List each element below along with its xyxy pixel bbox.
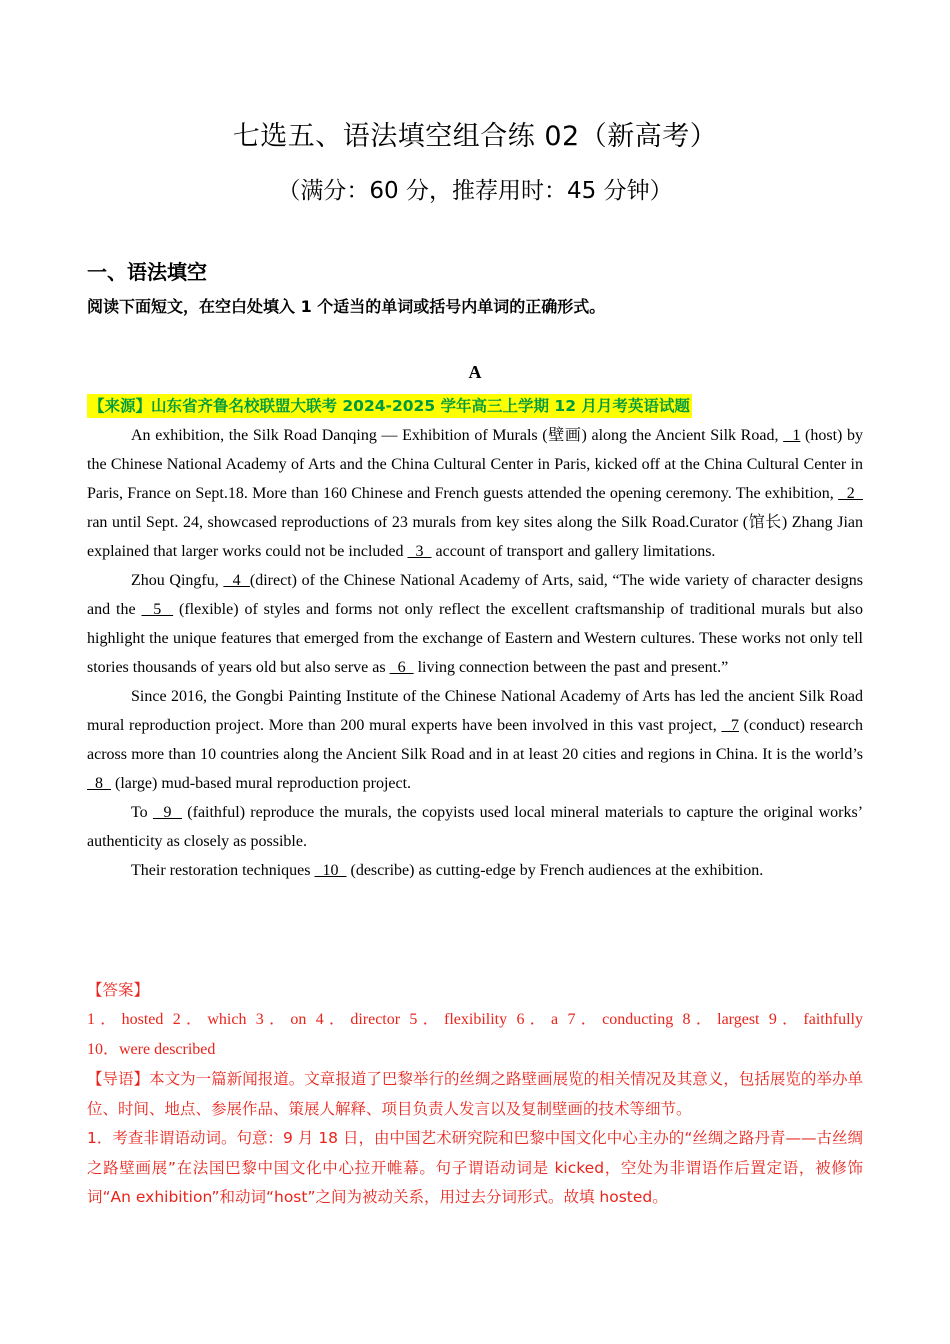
answer-block (87, 975, 863, 1213)
answer-item: 4．director (315, 1011, 401, 1028)
text-run: (large) mud-based mural reproduction project. (111, 775, 412, 792)
section-heading: 一、语法填空 (87, 260, 207, 284)
text-run: (conduct) research across more than 10 countries along the Ancient Silk Road and in at least 20 cities and regions in China. It is the world’s (87, 717, 864, 763)
answer-item-last: 10．were described (87, 1041, 216, 1058)
text-run: (flexible) of styles and forms not only reflect the excellent craftsmanship of traditional murals but also highlight the unique features that emerged from the exchange of Eastern and Western cultures. These works not only tell stories thousands of years old but also serve as (87, 601, 864, 676)
blank-6: 6 (389, 659, 414, 676)
paragraph-5 (87, 856, 863, 885)
section-instruction: 阅读下面短文，在空白处填入 1 个适当的单词或括号内单词的正确形式。 (87, 297, 606, 316)
text-run: Since 2016, the Gongbi Painting Institute of the Chinese National Academy of Arts has led the ancient Silk Road mural reproduction project. More than 200 mural experts have been involved in this vast project, (87, 688, 863, 734)
paragraph-2 (87, 566, 863, 682)
blank-8: 8 (87, 775, 111, 792)
text-run: living connection between the past and present.” (413, 659, 729, 676)
answer-item: 1．hosted (87, 1011, 164, 1028)
answer-item: 9．faithfully (768, 1011, 863, 1028)
answer-item: 8．largest (682, 1011, 760, 1028)
paragraph-1 (87, 421, 863, 566)
answer-label: 【答案】 (87, 981, 150, 999)
text-run: (host) by the Chinese National Academy of Arts and the China Cultural Center in Paris, kicked off at the China Cultural Center in Paris, France on Sept.18. More than 160 Chinese and French guests attended the opening ceremony. The exhibition, (87, 427, 863, 502)
text-run: To (131, 804, 153, 821)
text-run: Their restoration techniques (131, 862, 315, 879)
text-run: ran until Sept. 24, showcased reproductions of 23 murals from key sites along the Silk Road.Curator (馆长) Zhang Jian explained that larger works could not be included (87, 514, 863, 560)
guide-paragraph (87, 1065, 863, 1124)
text-run: Zhou Qingfu, (131, 572, 224, 589)
blank-1: 1 (783, 427, 801, 444)
answer-list (87, 1005, 863, 1035)
paragraph-4 (87, 798, 863, 856)
answer-item: 6．a (516, 1011, 559, 1028)
text-run: (direct) of the Chinese National Academy of Arts, said, “The wide variety of character designs and the (87, 572, 863, 618)
passage-label: A (468, 362, 482, 382)
blank-5: 5 (141, 601, 174, 618)
answer-item: 7．conducting (567, 1011, 674, 1028)
guide-label: 【导语】 (87, 1070, 150, 1088)
blank-7: 7 (721, 717, 739, 734)
guide-text: 本文为一篇新闻报道。文章报道了巴黎举行的丝绸之路壁画展览的相关情况及其意义，包括展览的举办单位、时间、地点、参展作品、策展人解释、项目负责人发言以及复制壁画的技术等细节。 (87, 1070, 863, 1118)
text-run: account of transport and gallery limitations. (431, 543, 716, 560)
page-title: 七选五、语法填空组合练 02（新高考） (232, 121, 718, 152)
text-run: An exhibition, the Silk Road Danqing — Exhibition of Murals (壁画) along the Ancient Silk Road, (131, 427, 784, 444)
blank-2: 2 (838, 485, 863, 502)
explanation-1: 1．考查非谓语动词。句意：9 月 18 日，由中国艺术研究院和巴黎中国文化中心主办的“丝绸之路丹青——古丝绸之路壁画展”在法国巴黎中国文化中心拉开帷幕。句子谓语动词是 kicked，空处为非谓语作后置定语，被修饰词“An exhibition”和动词“host”之间为被动关系，用过去分词形式。故填 hosted。 (87, 1129, 863, 1206)
answer-item: 5．flexibility (409, 1011, 508, 1028)
blank-4: 4 (223, 572, 250, 589)
answer-item: 2．which (172, 1011, 247, 1028)
blank-3: 3 (407, 543, 432, 560)
blank-9: 9 (152, 804, 183, 821)
answer-item: 3．on (255, 1011, 307, 1028)
text-run: (describe) as cutting-edge by French audiences at the exhibition. (346, 862, 764, 879)
blank-10: 10 (314, 862, 347, 879)
paragraph-3 (87, 682, 863, 798)
source-line: 【来源】山东省齐鲁名校联盟大联考 2024-2025 学年高三上学期 12 月月考英语试题 (87, 394, 692, 418)
passage-body (87, 421, 863, 885)
page-subtitle: （满分：60 分，推荐用时：45 分钟） (277, 178, 673, 204)
text-run: (faithful) reproduce the murals, the copyists used local mineral materials to capture the original works’ authenticity as closely as possible. (87, 804, 864, 850)
